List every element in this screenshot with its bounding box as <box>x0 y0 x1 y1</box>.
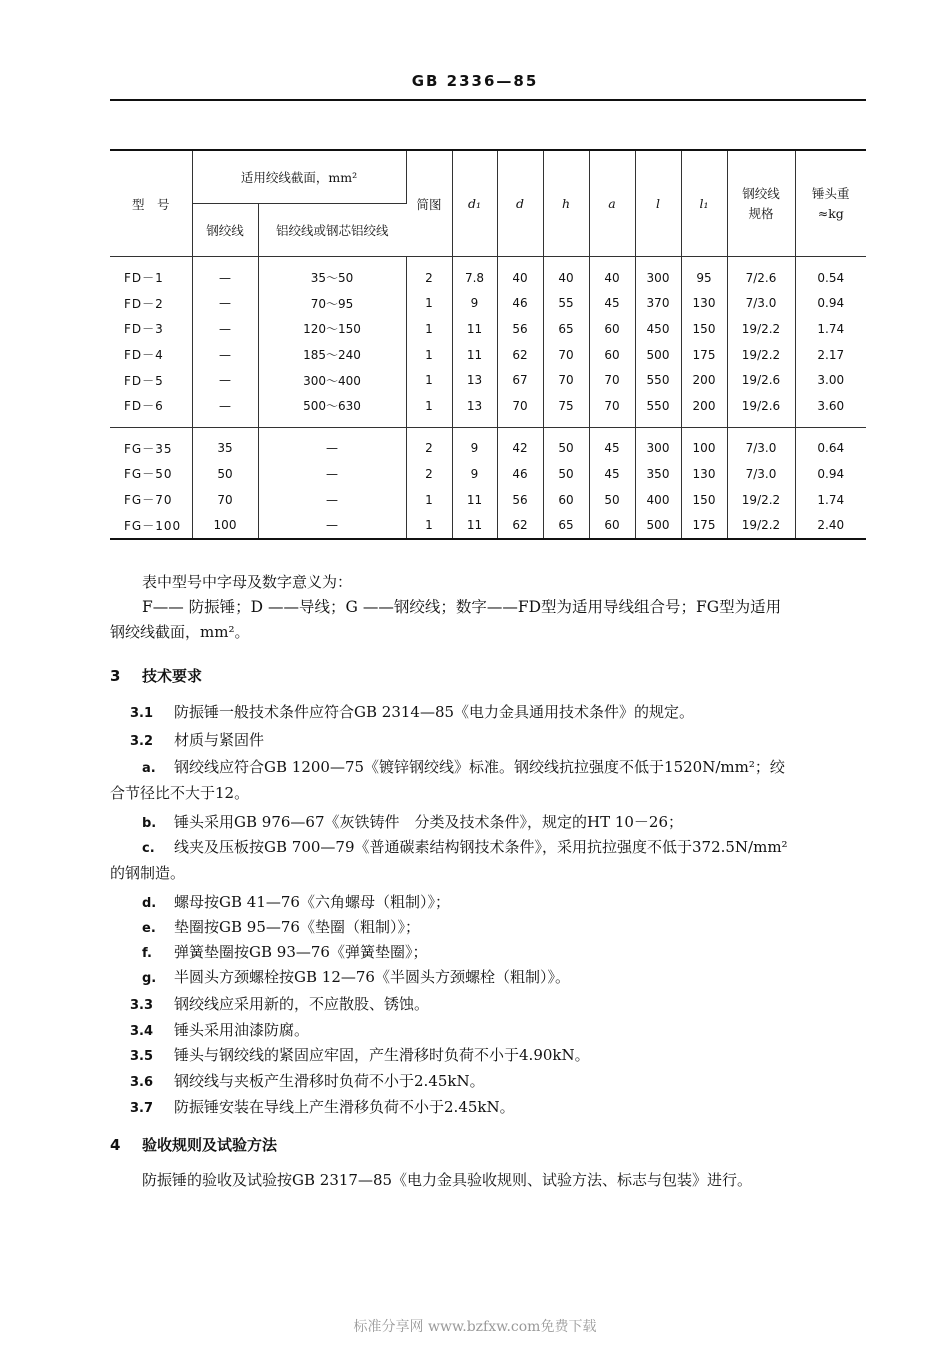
table-cell: 65 <box>543 316 589 342</box>
table-cell: 150 <box>681 316 727 342</box>
table-cell: 0.94 <box>817 296 845 311</box>
section-3-item <box>130 1045 590 1067</box>
table-cell: 50 <box>543 461 589 487</box>
table-cell: 35 <box>192 436 258 462</box>
header-steel-strand: 钢绞线 <box>192 204 258 257</box>
document-code-header: GB 2336—85 <box>411 72 539 90</box>
item-text: 垫圈按GB 95—76《垫圈（粗制）》； <box>174 918 420 936</box>
table-cell: 300 <box>635 265 681 291</box>
table-cell: — <box>258 436 406 462</box>
item-number: 3.5 <box>130 1049 154 1064</box>
table-cell: 42 <box>497 436 543 462</box>
header-diagram: 简图 <box>406 150 452 257</box>
table-cell: FD－3 <box>110 316 192 342</box>
table-cell: 100 <box>192 512 258 539</box>
section-3-item <box>142 942 427 964</box>
table-cell: 130 <box>681 291 727 317</box>
table-cell: 67 <box>497 367 543 393</box>
table-cell: 7.8 <box>452 265 497 291</box>
table-cell: 70 <box>192 487 258 513</box>
table-cell: 50 <box>589 487 635 513</box>
table-cell: 19/2.2 <box>727 342 795 368</box>
section-4-text: 防振锤的验收及试验按GB 2317—85《电力金具验收规则、试验方法、标志与包装》进行。 <box>142 1171 753 1189</box>
table-cell: 550 <box>635 393 681 419</box>
item-number: g. <box>142 971 157 986</box>
section-3-item <box>142 837 788 859</box>
section-4-title: 验收规则及试验方法 <box>142 1136 278 1154</box>
section-3-item <box>130 1071 485 1093</box>
table-cell: 13 <box>452 367 497 393</box>
table-cell: 60 <box>589 512 635 539</box>
fd-row <box>110 316 866 342</box>
table-cell: 19/2.2 <box>727 316 795 342</box>
table-cell: 9 <box>452 436 497 462</box>
fd-row <box>110 342 866 368</box>
table-cell: 45 <box>589 461 635 487</box>
table-cell: 100 <box>681 436 727 462</box>
table-cell: 40 <box>543 265 589 291</box>
table-cell: 175 <box>681 342 727 368</box>
table-cell: 40 <box>589 265 635 291</box>
table-cell: 550 <box>635 367 681 393</box>
table-cell: 11 <box>452 512 497 539</box>
table-cell: 19/2.2 <box>727 512 795 539</box>
table-cell: 2 <box>406 436 452 462</box>
table-cell: — <box>258 461 406 487</box>
spec-table <box>110 149 866 540</box>
footer-watermark: 标准分享网 www.bzfxw.com免费下载 <box>353 1319 597 1335</box>
section-3-heading <box>110 666 202 686</box>
table-cell: 2 <box>406 461 452 487</box>
table-cell: 1 <box>406 393 452 419</box>
table-cell: FG－70 <box>110 487 192 513</box>
item-number: b. <box>142 816 157 831</box>
item-number: 3.1 <box>130 706 154 721</box>
table-cell: 70 <box>589 367 635 393</box>
header-weight: 锤头重 ≈kg <box>795 150 866 257</box>
table-cell: 62 <box>497 512 543 539</box>
table-cell: 0.64 <box>817 441 845 456</box>
header-model: 型 号 <box>110 150 192 257</box>
item-text: 弹簧垫圈按GB 93—76《弹簧垫圈》； <box>174 943 428 961</box>
table-cell: 1.74 <box>817 321 845 336</box>
item-number: 3.2 <box>130 734 154 749</box>
header-al-strand: 铝绞线或钢芯铝绞线 <box>275 223 389 238</box>
section-3-item <box>142 892 450 914</box>
table-cell: 1 <box>406 342 452 368</box>
table-cell: 500～630 <box>258 393 406 419</box>
table-cell: 1.74 <box>817 492 845 507</box>
item-number: 3.3 <box>130 998 154 1013</box>
table-cell: 62 <box>497 342 543 368</box>
item-text: 锤头采用油漆防腐。 <box>174 1021 310 1039</box>
item-number: c. <box>142 841 155 856</box>
table-cell: FD－6 <box>110 393 192 419</box>
item-number: a. <box>142 761 156 776</box>
item-text: 锤头采用GB 976—67《灰铁铸件 分类及技术条件》，规定的HT 10－26； <box>174 813 684 831</box>
item-number: f. <box>142 946 152 961</box>
table-cell: 450 <box>635 316 681 342</box>
table-cell: 56 <box>497 487 543 513</box>
table-cell: 0.54 <box>817 270 845 285</box>
table-cell: 150 <box>681 487 727 513</box>
table-cell: FG－100 <box>110 512 192 539</box>
table-cell: 3.60 <box>817 398 845 413</box>
table-cell: 7/2.6 <box>727 265 795 291</box>
table-cell: 1 <box>406 316 452 342</box>
table-cell: 50 <box>543 436 589 462</box>
table-cell: 56 <box>497 316 543 342</box>
item-number: 3.4 <box>130 1024 154 1039</box>
notes-line-3: 钢绞线截面，mm²。 <box>110 623 250 641</box>
fg-row <box>110 436 866 462</box>
header-spec: 钢绞线 规格 <box>727 150 795 257</box>
table-cell: FG－35 <box>110 436 192 462</box>
table-cell: 175 <box>681 512 727 539</box>
table-cell: FG－50 <box>110 461 192 487</box>
table-cell: 2.40 <box>795 512 866 539</box>
table-cell: 70 <box>589 393 635 419</box>
table-cell: 1 <box>406 367 452 393</box>
table-cell: 400 <box>635 487 681 513</box>
table-cell: FD－4 <box>110 342 192 368</box>
table-cell: 46 <box>497 461 543 487</box>
table-cell: 11 <box>452 487 497 513</box>
table-cell: 120～150 <box>258 316 406 342</box>
table-cell: 200 <box>681 393 727 419</box>
table-cell: FD－5 <box>110 367 192 393</box>
table-cell: 70 <box>543 367 589 393</box>
table-cell: 19/2.2 <box>727 487 795 513</box>
item-number: 3.7 <box>130 1101 154 1116</box>
item-text: 半圆头方颈螺栓按GB 12—76《半圆头方颈螺栓（粗制）》。 <box>174 968 570 986</box>
item-continuation: 合节径比不大于12。 <box>110 784 250 802</box>
table-cell: 70 <box>543 342 589 368</box>
section-4-heading <box>110 1135 277 1155</box>
table-cell: 19/2.6 <box>727 393 795 419</box>
table-cell: 19/2.6 <box>727 367 795 393</box>
item-text: 钢绞线应采用新的，不应散股、锈蚀。 <box>174 995 430 1013</box>
table-cell: 7/3.0 <box>727 461 795 487</box>
section-3-item <box>142 967 570 989</box>
section-3-title: 技术要求 <box>142 667 203 685</box>
table-cell: 0.94 <box>817 466 845 481</box>
table-cell: 45 <box>589 436 635 462</box>
table-cell: 9 <box>452 461 497 487</box>
section-3-item <box>130 730 264 752</box>
table-cell: 370 <box>635 291 681 317</box>
fg-row <box>110 461 866 487</box>
table-cell: 7/3.0 <box>727 436 795 462</box>
section-3-item <box>130 702 694 724</box>
table-cell: 55 <box>543 291 589 317</box>
table-cell: — <box>192 367 258 393</box>
table-cell: FD－2 <box>110 291 192 317</box>
item-number: 3.6 <box>130 1075 154 1090</box>
header-rule <box>110 99 866 101</box>
item-text: 锤头与钢绞线的紧固应牢固，产生滑移时负荷不小于4.90kN。 <box>174 1046 590 1064</box>
fg-rows <box>110 436 866 539</box>
fg-row <box>110 512 866 539</box>
item-number: d. <box>142 896 157 911</box>
table-cell: 500 <box>635 342 681 368</box>
table-cell: 11 <box>452 342 497 368</box>
table-cell: — <box>192 393 258 419</box>
table-cell: 3.00 <box>817 373 845 388</box>
table-cell: 300 <box>635 436 681 462</box>
table-cell: 200 <box>681 367 727 393</box>
table-cell: 50 <box>192 461 258 487</box>
header-h: h <box>543 150 589 257</box>
table-cell: 60 <box>589 342 635 368</box>
table-cell: — <box>192 316 258 342</box>
table-cell: 65 <box>543 512 589 539</box>
fd-row <box>110 367 866 393</box>
table-cell: 75 <box>543 393 589 419</box>
section-4-number: 4 <box>110 1136 121 1154</box>
table-cell: 70～95 <box>258 291 406 317</box>
header-section-group: 适用绞线截面，mm² <box>192 150 406 204</box>
item-text: 钢绞线与夹板产生滑移时负荷不小于2.45kN。 <box>174 1072 485 1090</box>
table-cell: 46 <box>497 291 543 317</box>
table-cell: 70 <box>497 393 543 419</box>
fd-rows <box>110 265 866 419</box>
section-3-item <box>130 1020 309 1042</box>
section-3-item <box>142 812 683 834</box>
fd-row <box>110 291 866 317</box>
table-cell: — <box>258 512 406 539</box>
item-continuation: 的钢制造。 <box>110 864 186 882</box>
table-cell: — <box>192 342 258 368</box>
item-text: 线夹及压板按GB 700—79《普通碳素结构钢技术条件》，采用抗拉强度不低于372.5N/mm² <box>174 838 788 856</box>
table-cell: 40 <box>497 265 543 291</box>
table-cell: 130 <box>681 461 727 487</box>
table-cell: 2 <box>406 265 452 291</box>
section-3-number: 3 <box>110 667 121 685</box>
table-cell: 300～400 <box>258 367 406 393</box>
item-text: 材质与紧固件 <box>174 731 265 749</box>
table-cell: 1 <box>406 291 452 317</box>
header-a: a <box>589 150 635 257</box>
table-cell: — <box>258 487 406 513</box>
item-text: 螺母按GB 41—76《六角螺母（粗制）》； <box>174 893 450 911</box>
table-cell: 60 <box>589 316 635 342</box>
header-d: d <box>497 150 543 257</box>
table-cell: 95 <box>681 265 727 291</box>
section-3-item <box>142 757 785 779</box>
table-cell: 1 <box>406 512 452 539</box>
section-3-item <box>130 994 429 1016</box>
table-cell: 350 <box>635 461 681 487</box>
section-3-item <box>142 917 420 939</box>
table-cell: FD－1 <box>110 265 192 291</box>
table-cell: 7/3.0 <box>727 291 795 317</box>
table-cell: 1 <box>406 487 452 513</box>
item-text: 防振锤安装在导线上产生滑移负荷不小于2.45kN。 <box>174 1098 515 1116</box>
table-cell: 60 <box>543 487 589 513</box>
item-text: 钢绞线应符合GB 1200—75《镀锌钢绞线》标准。钢绞线抗拉强度不低于1520N/mm²；绞 <box>174 758 785 776</box>
table-cell: 11 <box>452 316 497 342</box>
fg-row <box>110 487 866 513</box>
table-cell: 2.17 <box>817 347 845 362</box>
header-d1: d₁ <box>452 150 497 257</box>
header-l1: l₁ <box>681 150 727 257</box>
notes-line-2: F—— 防振锤；D ——导线；G ——钢绞线；数字——FD型为适用导线组合号；FG型为适用 <box>142 598 782 616</box>
table-cell: 45 <box>589 291 635 317</box>
table-cell: 13 <box>452 393 497 419</box>
fd-row <box>110 393 866 419</box>
section-3-item <box>130 1097 515 1119</box>
item-number: e. <box>142 921 156 936</box>
fd-row <box>110 265 866 291</box>
notes-line-1: 表中型号中字母及数字意义为： <box>142 573 353 591</box>
table-cell: 500 <box>635 512 681 539</box>
table-cell: — <box>192 265 258 291</box>
header-l: l <box>635 150 681 257</box>
table-cell: 35～50 <box>258 265 406 291</box>
table-cell: 9 <box>452 291 497 317</box>
item-text: 防振锤一般技术条件应符合GB 2314—85《电力金具通用技术条件》的规定。 <box>174 703 695 721</box>
table-cell: 185～240 <box>258 342 406 368</box>
table-cell: — <box>192 291 258 317</box>
